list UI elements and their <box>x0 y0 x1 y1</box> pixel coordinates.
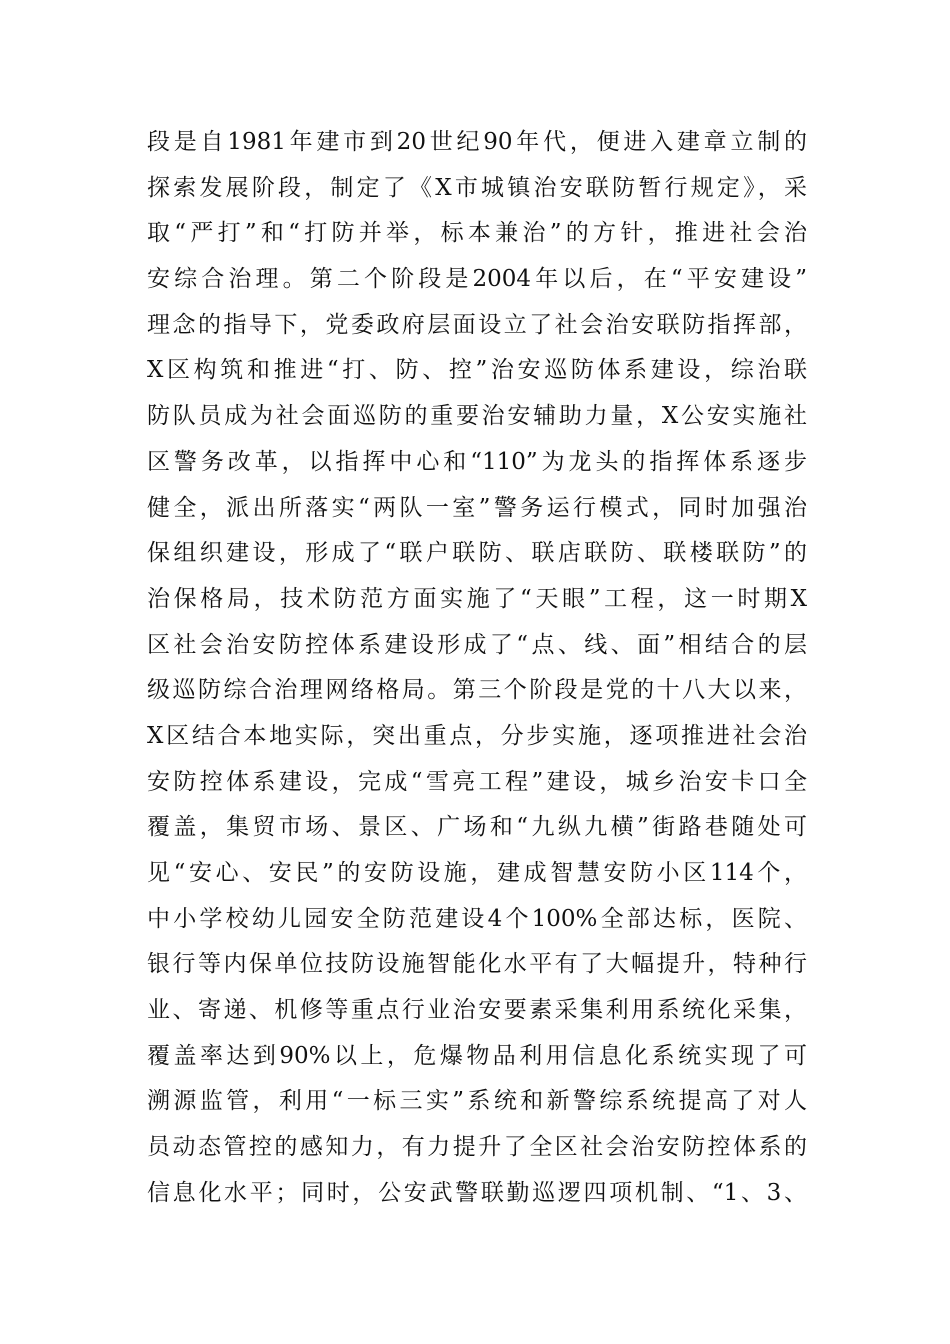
text-line: 段是自1981年建市到20世纪90年代，便进入建章立制的 <box>147 129 807 155</box>
text-line: 中小学校幼儿园安全防范建设4个100%全部达标，医院、 <box>147 905 807 932</box>
text-line: 见“安心、安民”的安防设施，建成智慧安防小区114个， <box>147 860 807 886</box>
text-line: 取“严打”和“打防并举，标本兼治”的方针，推进社会治 <box>147 220 807 247</box>
text-line: 防队员成为社会面巡防的重要治安辅助力量，X公安实施社 <box>147 403 807 430</box>
text-line: 探索发展阶段，制定了《X市城镇治安联防暂行规定》，采 <box>147 174 807 201</box>
text-line: 级巡防综合治理网络格局。第三个阶段是党的十八大以来， <box>147 677 807 704</box>
text-line: 员动态管控的感知力，有力提升了全区社会治安防控体系的 <box>147 1134 807 1161</box>
text-line: X区结合本地实际，突出重点，分步实施，逐项推进社会治 <box>147 722 807 749</box>
text-line: 安综合治理。第二个阶段是2004年以后，在“平安建设” <box>147 266 807 293</box>
text-line: 业、寄递、机修等重点行业治安要素采集利用系统化采集， <box>147 997 807 1024</box>
text-line: 安防控体系建设，完成“雪亮工程”建设，城乡治安卡口全 <box>147 768 807 795</box>
text-line: X区构筑和推进“打、防、控”治安巡防体系建设，综治联 <box>147 357 807 384</box>
body-paragraph <box>147 120 807 1217</box>
text-line: 治保格局，技术防范方面实施了“天眼”工程，这一时期X <box>147 585 807 612</box>
text-line: 覆盖，集贸市场、景区、广场和“九纵九横”街路巷随处可 <box>147 814 807 841</box>
text-line: 溯源监管，利用“一标三实”系统和新警综系统提高了对人 <box>147 1088 807 1115</box>
text-line: 区警务改革，以指挥中心和“110”为龙头的指挥体系逐步 <box>147 448 807 475</box>
text-line: 保组织建设，形成了“联户联防、联店联防、联楼联防”的 <box>147 540 807 567</box>
text-line: 覆盖率达到90%以上，危爆物品利用信息化系统实现了可 <box>147 1042 807 1069</box>
text-line: 银行等内保单位技防设施智能化水平有了大幅提升，特种行 <box>147 951 807 978</box>
text-line: 区社会治安防控体系建设形成了“点、线、面”相结合的层 <box>147 631 807 658</box>
text-line: 信息化水平；同时，公安武警联勤巡逻四项机制、“1、3、 <box>147 1179 807 1206</box>
text-line: 健全，派出所落实“两队一室”警务运行模式，同时加强治 <box>147 494 807 521</box>
text-line: 理念的指导下，党委政府层面设立了社会治安联防指挥部， <box>147 311 807 338</box>
